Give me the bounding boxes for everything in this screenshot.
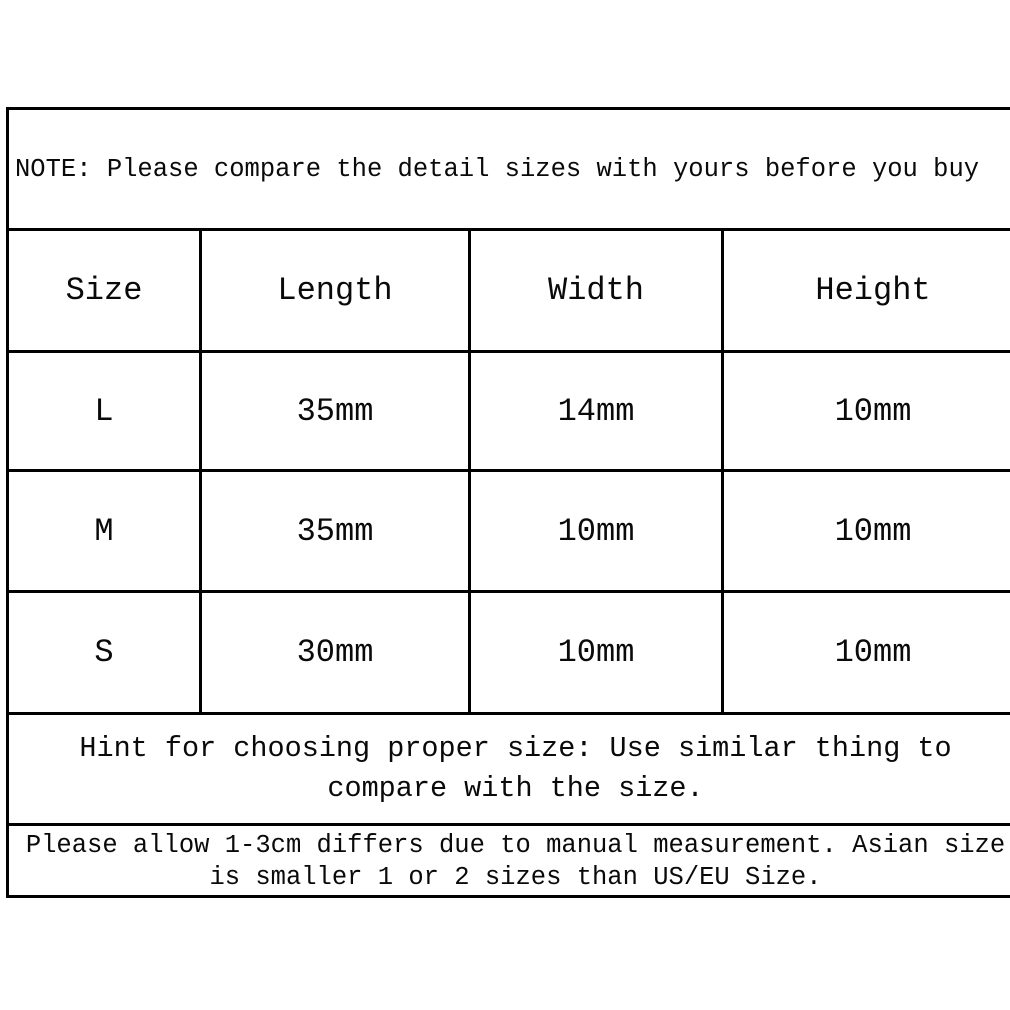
note-banner	[9, 110, 1010, 228]
cell-size-l: L	[9, 353, 202, 469]
note-text: NOTE: Please compare the detail sizes with yours before you buy	[15, 154, 980, 184]
measurement-note-line-1: Please allow 1-3cm differs due to manual measurement. Asian size	[25, 831, 1006, 860]
header-size: Size	[9, 231, 202, 350]
size-chart-table	[6, 107, 1010, 898]
cell-height-l: 10mm	[834, 392, 912, 430]
cell-height-s: 10mm	[834, 634, 912, 671]
header-width: Width	[471, 231, 724, 350]
cell-size-s: S	[9, 593, 202, 712]
cell-height-m: 10mm	[834, 512, 912, 550]
cell-width-s: 10mm	[471, 593, 724, 712]
cell-length-l: 35mm	[202, 353, 471, 469]
header-height: Height	[815, 272, 931, 309]
cell-width-m: 10mm	[471, 472, 724, 590]
cell-size-m: M	[9, 472, 202, 590]
header-length: Length	[202, 231, 471, 350]
hint-section	[9, 712, 1010, 823]
cell-width-l: 14mm	[471, 353, 724, 469]
table-row	[9, 590, 1010, 712]
hint-line-1: Hint for choosing proper size: Use similar thing to	[79, 732, 952, 765]
table-row	[9, 350, 1010, 469]
table-header-row	[9, 228, 1010, 350]
measurement-note-line-2: is smaller 1 or 2 sizes than US/EU Size.	[209, 863, 822, 892]
cell-length-m: 35mm	[202, 472, 471, 590]
hint-line-2: compare with the size.	[327, 772, 704, 805]
cell-length-s: 30mm	[202, 593, 471, 712]
table-row	[9, 469, 1010, 590]
measurement-note-section	[9, 823, 1010, 898]
